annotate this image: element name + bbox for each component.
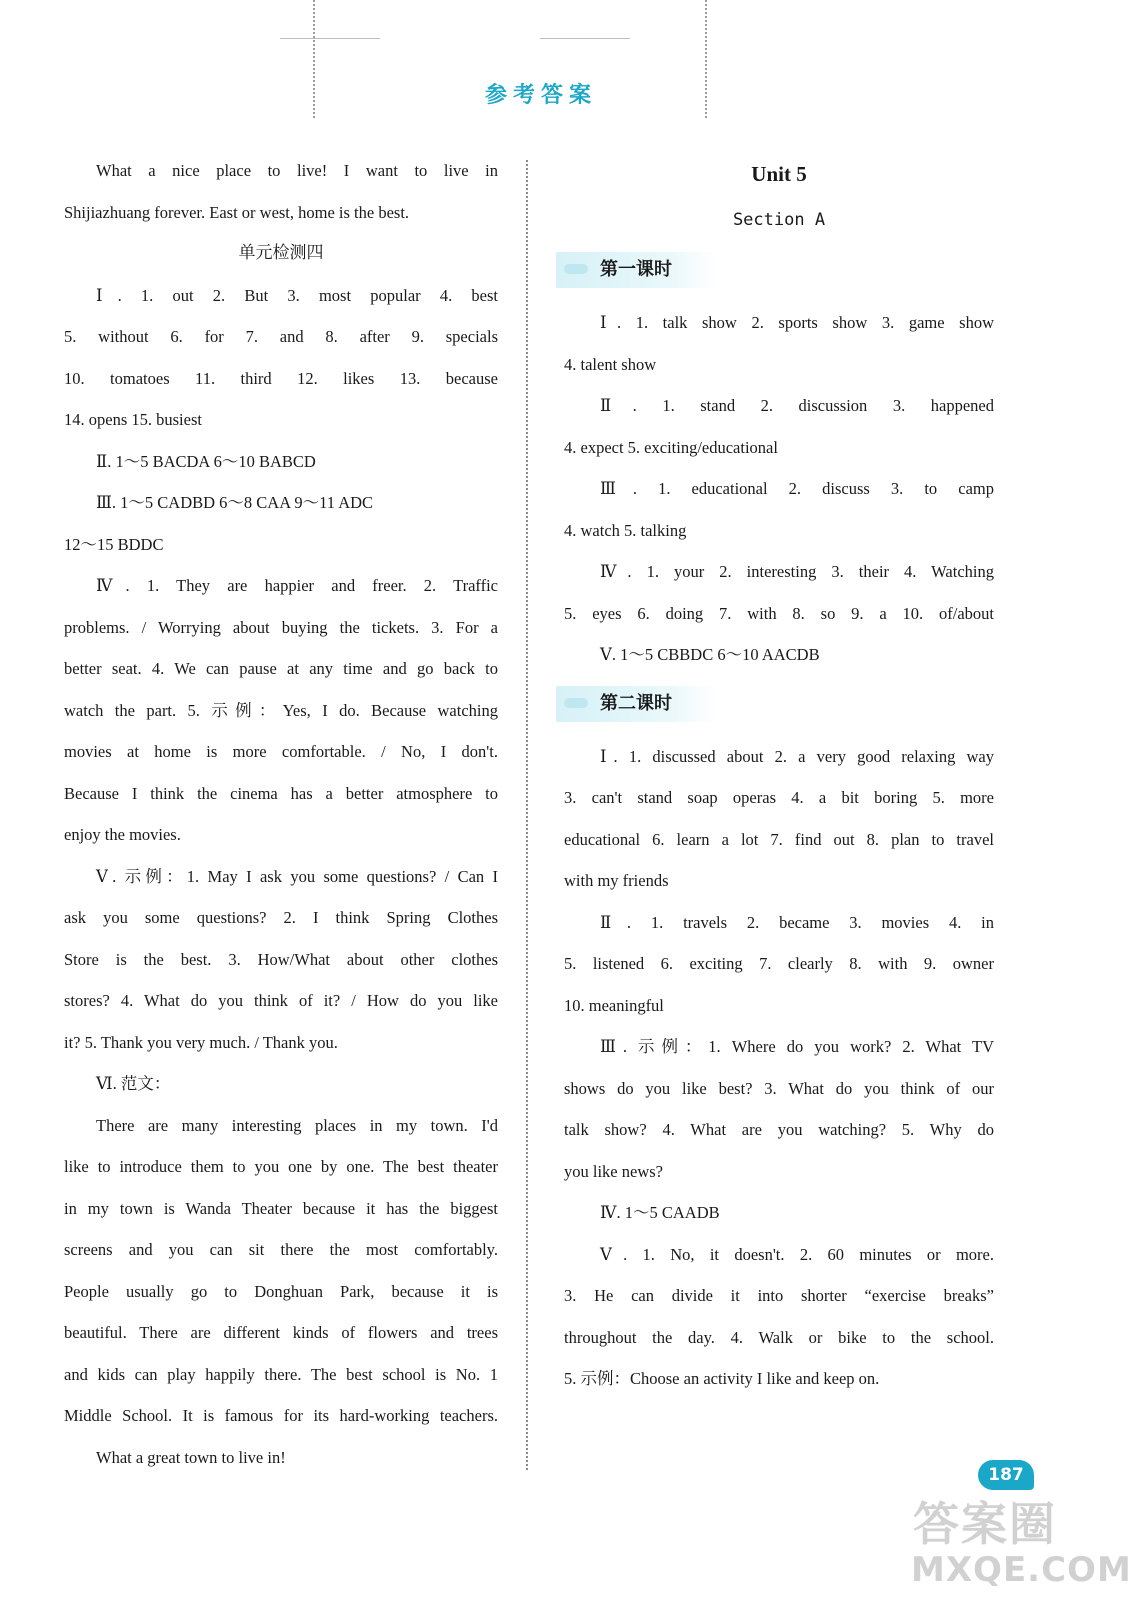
answer-line: 5. listened 6. exciting 7. clearly 8. with 9. owner <box>564 954 994 973</box>
answer-line: Ⅰ. 1. talk show 2. sports show 3. game show <box>600 313 994 332</box>
page-header-title: 参考答案 <box>484 83 597 108</box>
section-title: Section A <box>732 210 826 230</box>
answer-line: Ⅳ. 1. your 2. interesting 3. their 4. Watching <box>600 562 994 581</box>
banner-decoration-icon <box>564 264 588 274</box>
essay-line: like to introduce them to you one by one. The best theater <box>64 1157 498 1176</box>
answer-line: talk show? 4. What are you watching? 5. Why do <box>564 1120 994 1139</box>
answer-line: Ⅳ. 1. They are happier and freer. 2. Traffic <box>96 576 498 595</box>
answer-line: 5. without 6. for 7. and 8. after 9. specials <box>64 327 498 346</box>
answer-line: Shijiazhuang forever. East or west, home is the best. <box>64 202 410 222</box>
answer-line: stores? 4. What do you think of it? / How do you like <box>64 991 498 1010</box>
answer-line: 10. meaningful <box>564 995 664 1015</box>
answer-line: educational 6. learn a lot 7. find out 8. plan to travel <box>564 829 994 849</box>
watermark-text: 答案圈 <box>913 1497 1057 1551</box>
essay-line: beautiful. There are different kinds of flowers and trees <box>64 1323 498 1342</box>
essay-line: in my town is Wanda Theater because it has the biggest <box>64 1198 498 1218</box>
answer-line: Ⅴ. 1～5 CBBDC 6～10 AACDB <box>600 645 820 664</box>
answer-line: Because I think the cinema has a better atmosphere to <box>64 783 498 803</box>
answer-line: you like news? <box>564 1161 663 1181</box>
answer-line: 14. opens 15. busiest <box>64 410 202 429</box>
answer-line: ask you some questions? 2. I think Spring Clothes <box>64 908 498 927</box>
essay-line: Middle School. It is famous for its hard-working teachers. <box>64 1406 498 1425</box>
answer-line: Store is the best. 3. How/What about other clothes <box>64 949 498 969</box>
answer-line: watch the part. 5. 示例：Yes, I do. Because watching <box>64 700 498 720</box>
answer-line: Ⅰ. 1. discussed about 2. a very good relaxing way <box>600 746 994 766</box>
answer-line: What a nice place to live! I want to live in <box>96 161 498 180</box>
answer-line: Ⅱ. 1. travels 2. became 3. movies 4. in <box>600 912 994 932</box>
lesson-2-banner <box>556 686 716 722</box>
answer-line: 4. watch 5. talking <box>564 520 687 540</box>
essay-line: There are many interesting places in my town. I'd <box>96 1115 498 1135</box>
right-column <box>564 150 994 1400</box>
answer-line: movies at home is more comfortable. / No, I don't. <box>64 742 498 761</box>
answer-line: 5. eyes 6. doing 7. with 8. so 9. a 10. of/about <box>564 603 994 623</box>
answer-line: shows do you like best? 3. What do you think of our <box>564 1078 994 1098</box>
lesson-2-title: 第二课时 <box>600 692 672 714</box>
answer-line: Ⅰ. 1. out 2. But 3. most popular 4. best <box>96 285 498 305</box>
answer-line: with my friends <box>564 871 669 890</box>
answer-line: 10. tomatoes 11. third 12. likes 13. because <box>64 368 498 388</box>
lesson-1-banner <box>556 252 716 288</box>
model-essay-label: Ⅵ. 范文： <box>96 1074 171 1093</box>
answer-line: 3. can't stand soap operas 4. a bit boring 5. more <box>564 788 994 807</box>
column-divider <box>526 160 528 1470</box>
answer-line: 12～15 BDDC <box>64 534 164 554</box>
answer-line: it? 5. Thank you very much. / Thank you. <box>64 1032 338 1052</box>
essay-line: and kids can play happily there. The best school is No. 1 <box>64 1364 498 1384</box>
watermark-logo <box>905 1488 1132 1596</box>
answer-line: Ⅴ. 示例：1. May I ask you some questions? / Can I <box>96 866 498 886</box>
essay-line: screens and you can sit there the most comfortably. <box>64 1240 498 1259</box>
answer-line: Ⅲ. 示例：1. Where do you work? 2. What TV <box>600 1037 994 1056</box>
answer-line: 4. expect 5. exciting/educational <box>564 437 778 457</box>
answer-line: Ⅳ. 1～5 CAADB <box>600 1203 720 1222</box>
unit-title: Unit 5 <box>751 162 807 186</box>
answer-line: Ⅱ. 1～5 BACDA 6～10 BABCD <box>96 451 316 471</box>
answer-line: Ⅲ. 1～5 CADBD 6～8 CAA 9～11 ADC <box>96 493 374 512</box>
answer-line: Ⅲ. 1. educational 2. discuss 3. to camp <box>600 479 994 498</box>
header-rule-right <box>540 38 630 39</box>
answer-line: Ⅴ. 1. No, it doesn't. 2. 60 minutes or more. <box>600 1244 994 1264</box>
answer-line: throughout the day. 4. Walk or bike to the school. <box>564 1327 994 1347</box>
page-number: 187 <box>978 1460 1034 1490</box>
answer-line: Ⅱ. 1. stand 2. discussion 3. happened <box>600 396 994 415</box>
lesson-1-title: 第一课时 <box>600 259 672 280</box>
answer-line: 4. talent show <box>564 354 657 374</box>
watermark-url: MXQE.COM <box>911 1550 1132 1590</box>
answer-line: enjoy the movies. <box>64 825 181 844</box>
answer-line: problems. / Worrying about buying the tickets. 3. For a <box>64 617 498 637</box>
essay-line: People usually go to Donghuan Park, because it is <box>64 1281 498 1301</box>
header-rule-left <box>280 38 380 39</box>
banner-decoration-icon <box>564 698 588 708</box>
essay-line: What a great town to live in! <box>96 1447 286 1467</box>
left-column <box>64 150 498 1478</box>
answer-line: better seat. 4. We can pause at any time and go back to <box>64 659 498 678</box>
answer-line: 5. 示例：Choose an activity I like and keep on. <box>564 1369 880 1388</box>
test-heading: 单元检测四 <box>238 243 324 263</box>
answer-line: 3. He can divide it into shorter “exercise breaks” <box>564 1286 994 1305</box>
